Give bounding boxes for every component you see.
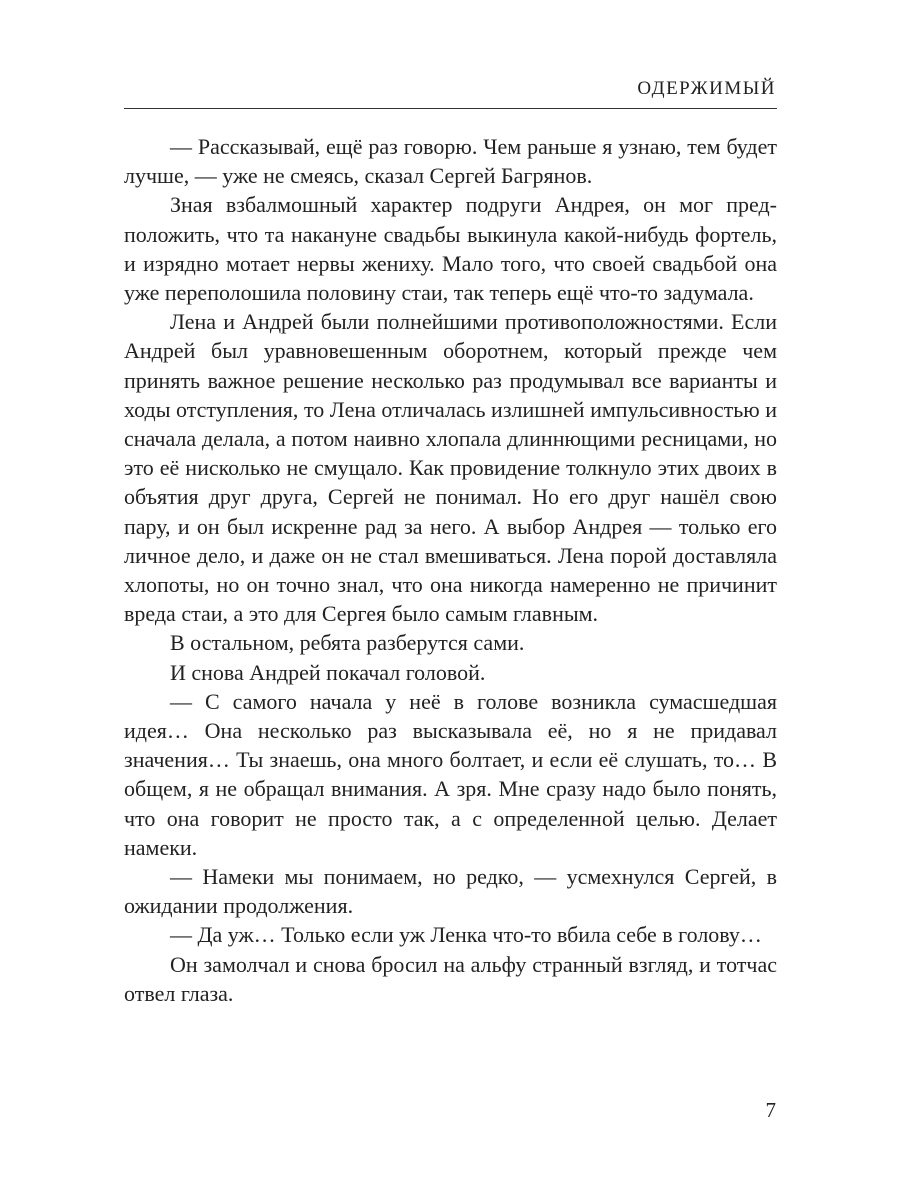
paragraph: — С самого начала у неё в голове возникла сумасшедшая идея… Она несколько раз высказывала её, но я не придавал значения… Ты знаешь, она много болтает, и если её слушать, то… В общем, я не обращал внимания. А зря. Мне сразу надо было понять, что она говорит не просто так, а с определенной целью. Делает намеки.: [124, 688, 777, 860]
paragraph: — Намеки мы понимаем, но редко, — усмехнулся Сергей, в ожидании продолжения.: [124, 864, 777, 919]
paragraph: В остальном, ребята разберутся сами.: [170, 630, 525, 656]
paragraph: Лена и Андрей были полнейшими противоположностями. Если Андрей был уравновешенным оборотнем, который прежде чем принять важное решение несколько раз продумывал все варианты и ходы отступления, то Лена отличалась излишней импульсивностью и сначала делала, а потом наивно хлопала длиннющими ресницами, но это её нисколько не смущало. Как провидение толкнуло этих двоих в объятия друг друга, Сергей не понимал. Но его друг нашёл свою пару, и он был искренне рад за него. А выбор Андрея — только его личное дело, и даже он не стал вмешиваться. Лена порой доставляла хлопоты, но он точно знал, что она никогда намеренно не причинит вреда стаи, а это для Сергея было самым главным.: [124, 309, 777, 627]
running-title: ОДЕРЖИМЫЙ: [637, 78, 776, 99]
paragraph: И снова Андрей покачал головой.: [170, 659, 486, 685]
paragraph: Он замолчал и снова бросил на альфу странный взгляд, и тотчас отвел глаза.: [124, 951, 777, 1006]
page-text: [124, 132, 777, 1008]
paragraph: — Рассказывай, ещё раз говорю. Чем раньше я узнаю, тем будет лучше, — уже не смеясь, сказал Сергей Багрянов.: [124, 134, 777, 189]
header-rule: [124, 108, 777, 109]
paragraph: Зная взбалмошный характер подруги Андрея, он мог предположить, что та накануне свадьбы выкинула какой-нибудь фортель, и изрядно мотает нервы жениху. Мало того, что своей свадьбой она уже переполошила половину стаи, так теперь ещё что-то задумала.: [124, 192, 777, 306]
paragraph: — Да уж… Только если уж Ленка что-то вбила себе в голову…: [170, 922, 762, 948]
page-number: 7: [765, 1098, 776, 1122]
